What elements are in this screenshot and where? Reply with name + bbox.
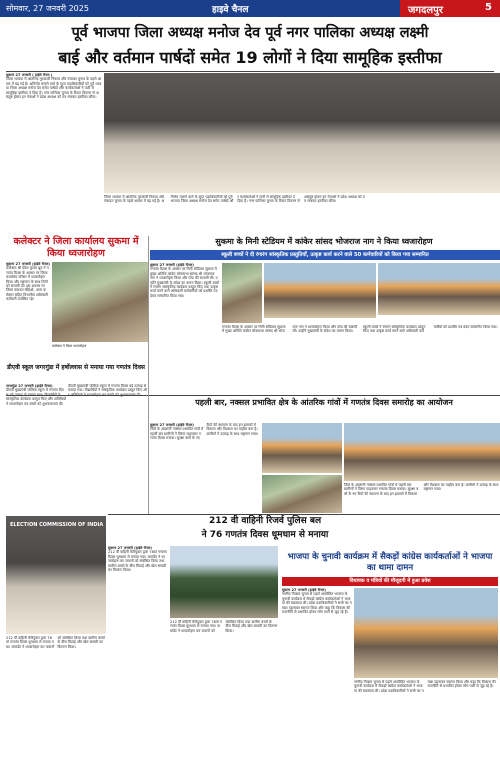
collector-story-body: सुकमा 27 जनवरी (हाईवे चैनल) कलेक्टर श्री देवेश कुमार ध्रुव ने गणतंत्र दिवस के अवसर पर जिला कार्यालय परिसर में ध्वजारोहण किया और राष्ट्रगान के साथ तिरंगे को सलामी दी। इस अवसर पर जिला पंचायत सीईओ, अपर कलेक्टर सहित विभागीय अधिकारी कर्मचारी उपस्थित रहे। (6, 262, 50, 302)
stadium-photo-hoisting (222, 263, 262, 323)
collector-caption: कलेक्टर ने किया ध्वजारोहण (52, 344, 87, 348)
stadium-photo-performers (378, 263, 500, 315)
joining-subhead: विधायक व मंत्रियों की मौजूदगी में हुआ प्रवेश (282, 577, 498, 586)
city-tab (400, 0, 500, 17)
lead-headline-1: पूर्व भाजपा जिला अध्यक्ष मनोज देव पूर्व नगर पालिका अध्यक्ष लक्ष्मी (71, 25, 429, 41)
bsf-headline-1: 212 वी वाहिनी रिजर्व पुलिस बल (208, 516, 322, 526)
school-story-columns: डीएवी मुख्यमंत्री पब्लिक स्कूल में गणतंत्र दिवस बड़े उत्साह से मनाया गया। विद्यार्थियों ने सांस्कृतिक कार्यक्रम प्रस्तुत किए औ (68, 384, 147, 393)
rule-col (148, 236, 149, 514)
collector-headline: कलेक्टर ने जिला कार्यालय सुकमा में किया ध्वजारोहण (13, 236, 139, 259)
election-banner: ELECTION COMMISSION OF INDIA (10, 522, 104, 528)
stadium-story-columns: गणतंत्र दिवस के अवसर पर मिनी स्टेडियम सुकमा में मुख्य अतिथि कांकेर लोकसभा सांसद श्री भोजराज नाग ने ध्वजारोहण किया और परेड की सलामी ली। उन्होंने मुख्यमंत्री के संदेश का वाचन किया। स्कूली बच्चों ने रंगारंग सांस्कृतिक कार्यक्रम प्रस्तुत किए तथा उत्कृष्ट कार्य करने वाले अधिकारी कर्मचारियों को प्रशस्ति पत्र देकर सम्मानित किया गया। (222, 325, 498, 334)
lead-story-body: सुकमा 27 जनवरी ( हाईवे चैनल ) जिला भाजपा में आंतरिक गुटबाजी निकाय और पंचायत चुनाव के पहले आपस में बढ़ गई है। अनिर्णय चलाने वाले के सुप्त पदाधिकारियों को पूर्व भाजपा जिला अध्यक्ष मनोज देव समेत पार्षदों और कार्यकर्ताओं ने पार्टी से सामूहिक इस्तीफा दे दिया है। नगर पालिका चुनाव के टिकट वितरण से असंतुष्ट होकर इन नेताओं ने प्रदेश अध्यक्ष को पत्र भेजकर इस्तीफा सौंपा। (6, 73, 102, 100)
paper-name: हाइवे चैनल (212, 5, 249, 15)
naxal-headline: पहली बार, नक्सल प्रभावित क्षेत्र के आंतरिक गांवों में गणतंत्र दिवस समारोह का आयोजन (195, 398, 453, 407)
bsf-photo-parade (170, 546, 278, 618)
lead-headline-2: बाई और वर्तमान पार्षदों समेत 19 लोगों ने दिया सामूहिक इस्तीफा (58, 48, 442, 67)
stadium-story-body: सुकमा 27 जनवरी (हाईवे चैनल) गणतंत्र दिवस के अवसर पर मिनी स्टेडियम सुकमा में मुख्य अतिथि कांकेर लोकसभा सांसद श्री भोजराज नाग ने ध्वजारोहण किया और परेड की सलामी ली। उन्होंने मुख्यमंत्री के संदेश का वाचन किया। स्कूली बच्चों ने रंगारंग सांस्कृतिक कार्यक्रम प्रस्तुत किए तथा उत्कृष्ट कार्य करने वाले अधिकारी कर्मचारियों को प्रशस्ति पत्र देकर सम्मानित किया गया। (150, 263, 220, 298)
school-headline: डीएवी स्कूल जगरगुंडा में हर्षोल्लास से मनाया गया गणतंत्र दिवस (7, 364, 145, 371)
city-name: जगदलपुर (408, 5, 443, 16)
bsf-story-columns: 212 वीं वाहिनी केरिपुबल द्वारा 76वां गणतंत्र दिवस धूमधाम से मनाया गया। कमांडेंट ने ध्वजारोहण कर जवानों को संबोधित किया तथा ग्रामीण बच्चों के बीच मिठाई और खेल सामग्री का वितरण किया। (170, 620, 278, 633)
masthead (0, 0, 500, 17)
naxal-photo-flag (262, 475, 342, 513)
stadium-photo-dignitaries (264, 263, 376, 318)
naxal-photo-gathering (344, 423, 500, 481)
naxal-story-columns: जिले के अंदरूनी नक्सल प्रभावित गांवों में पहली बार ग्रामीणों ने तिरंगा फहराकर गणतंत्र दिवस मनाया। सुरक्षा बलों के नए कैंपों की स्थापना के बाद इन इलाकों में विकास और विश्वास का माहौल बना है। ग्रामीणों ने उत्साह के साथ राष्ट्रगान गाया। (344, 483, 499, 496)
stadium-subhead: स्कूली बच्चों ने दी रंगारंग सांस्कृतिक प्रस्तुतियाँ, उत्कृष्ट कार्य करने वाले 50 कर्मचारियों को किया गया सम्मानित (150, 250, 500, 260)
bsf-story-body: सुकमा 27 जनवरी (हाईवे चैनल) 212 वीं वाहिनी केरिपुबल द्वारा 76वां गणतंत्र दिवस धूमधाम से मनाया गया। कमांडेंट ने ध्वजारोहण कर जवानों को संबोधित किया तथा ग्रामीण बच्चों के बीच मिठाई और खेल सामग्री का वितरण किया। (108, 546, 167, 573)
rule-mid (6, 395, 500, 396)
collector-photo-flag (52, 262, 148, 342)
joining-headline: भाजपा के चुनावी कार्यक्रम में सैकड़ों कांग्रेस कार्यकर्ताओं ने भाजपा का थामा दामन (287, 552, 493, 573)
lead-story-columns: जिला भाजपा में आंतरिक गुटबाजी निकाय और पंचायत चुनाव के पहले आपस में बढ़ गई है। अनिर्णय चलाने वाले के सुप्त पदाधिकारियों को पूर्व भाजपा जिला अध्यक्ष मनोज देव समेत पार्षदों और कार्यकर्ताओं ने पार्टी से सामूहिक इस्तीफा दे दिया है। नगर पालिका चुनाव के टिकट वितरण से असंतुष्ट होकर इन नेताओं ने प्रदेश अध्यक्ष को पत्र भेजकर इस्तीफा सौंपा। (104, 195, 365, 204)
issue-date: सोमवार, 27 जनवरी 2025 (6, 4, 89, 13)
joining-photo-group (354, 588, 498, 678)
school-story-body: जगरगुंडा 27 जनवरी (हाईवे चैनल) डीएवी मुख्यमंत्री पब्लिक स्कूल में गणतंत्र दिव सांस्कृतिक कार्यक्रम प्रस्तुत किए और अतिथियों ने ध्वजारोहण कर बच्चों को शुभकामनाएं दीं। (6, 384, 66, 406)
joining-story-columns: नगरीय निकाय चुनाव से पहले आयोजित भाजपा के चुनावी कार्यक्रम में सैकड़ों कांग्रेस कार्यकर्ताओं ने भाजपा की सदस्यता ली। प्रदेश पदाधिकारियों ने सभी का गमछा पहनाकर स्वागत किया और कहा कि विकास की राजनीति से प्रभावित होकर लोग पार्टी से जुड़ रहे हैं। (354, 680, 496, 693)
page-number: 5 (485, 2, 492, 13)
rule-lower (108, 514, 500, 515)
joining-story-body: सुकमा 27 जनवरी (हाईवे चैनल) नगरीय निकाय चुनाव से पहले आयोजित भाजपा के चुनावी कार्यक्रम में सैकड़ों कांग्रेस कार्यकर्ताओं ने भाजपा की सदस्यता ली। प्रदेश पदाधिकारियों ने सभी का गमछा पहनाकर स्वागत किया और कहा कि विकास की राजनीति से प्रभावित होकर लोग पार्टी से जुड़ रहे हैं। (282, 588, 352, 615)
naxal-story-body: सुकमा 27 जनवरी (हाईवे चैनल) जिले के अंदरूनी नक्सल प्रभावित गांवों में पहली बार ग्रामीणों ने तिरंगा फहराकर गणतंत्र दिवस मनाया। सुरक्षा बलों के नए कैंपों की स्थापना के बाद इन इलाकों में विकास और विश्वास का माहौल बना है। ग्रामीणों ने उत्साह के साथ राष्ट्रगान गाया। (150, 423, 259, 441)
naxal-photo-village (262, 423, 342, 473)
bsf-headline-2: ने 76 गणतंत्र दिवस धूमधाम से मनाया (201, 530, 329, 540)
bsf-lower-left: 212 वीं वाहिनी केरिपुबल द्वारा 76वां गणतंत्र दिवस धूमधाम से मनाया गया। कमांडेंट ने ध्वजारोहण कर जवानों को संबोधित किया तथा ग्रामीण बच्चों के बीच मिठाई और खेल सामग्री का वितरण किया। (6, 636, 105, 649)
rule-lead (6, 71, 494, 72)
bsf-photo-event (6, 516, 106, 634)
stadium-headline: सुकमा के मिनी स्टेडियम में कांकेर सांसद भोजराज नाग ने किया ध्वजारोहण (215, 237, 433, 246)
lead-photo-meeting (104, 73, 500, 193)
